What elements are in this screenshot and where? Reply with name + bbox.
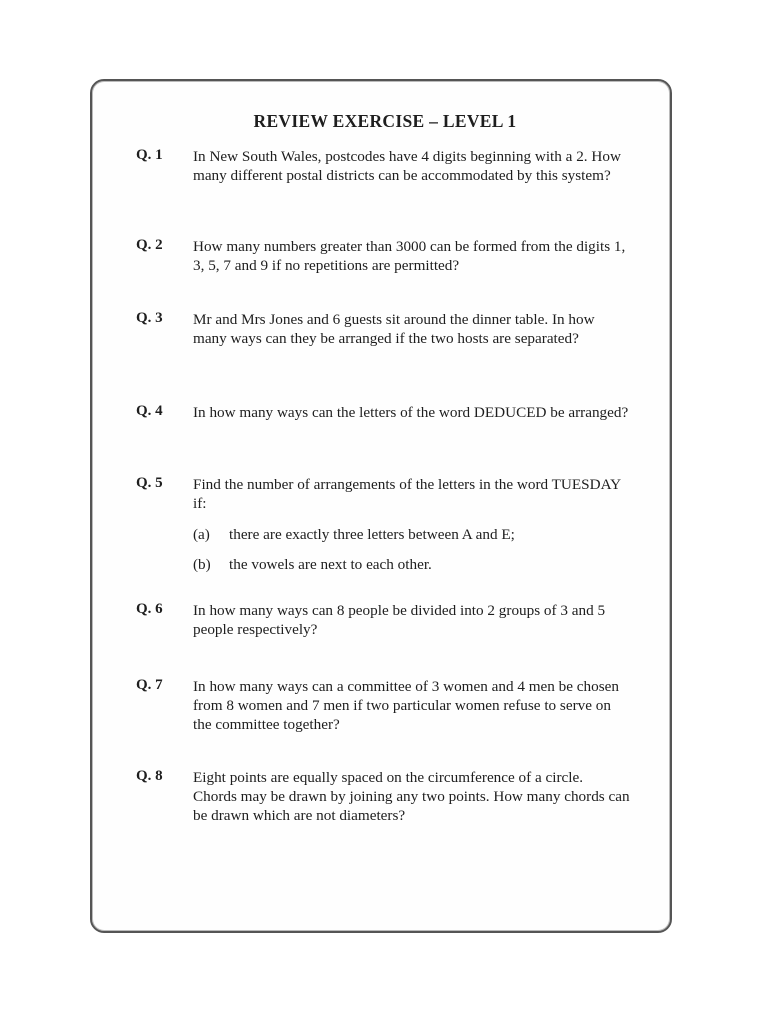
question-text: How many numbers greater than 3000 can be formed from the digits 1, 3, 5, 7 and 9 if no repetitions are permitted?: [193, 238, 626, 274]
question-number: Q. 4: [136, 403, 163, 419]
question-6: [136, 601, 630, 639]
question-number: Q. 3: [136, 310, 163, 326]
question-3: [136, 310, 630, 348]
question-number: Q. 1: [136, 147, 163, 163]
question-8: [136, 768, 630, 825]
question-7: [136, 677, 630, 734]
page-title: REVIEW EXERCISE – LEVEL 1: [253, 111, 517, 131]
question-5: [136, 475, 630, 574]
question-part-a: [193, 525, 630, 544]
question-text: In how many ways can the letters of the word DEDUCED be arranged?: [193, 404, 629, 421]
part-text: there are exactly three letters between A and E;: [229, 526, 515, 543]
question-number: Q. 7: [136, 677, 163, 693]
review-exercise-sheet: [90, 79, 672, 933]
question-text: Eight points are equally spaced on the circumference of a circle. Chords may be drawn by joining any two points. How many chords can be drawn which are not diameters?: [193, 769, 630, 824]
part-label: (b): [193, 556, 211, 573]
question-1: [136, 147, 630, 185]
question-part-b: [193, 555, 630, 574]
question-2: [136, 237, 630, 275]
question-text: In how many ways can 8 people be divided into 2 groups of 3 and 5 people respectively?: [193, 602, 606, 638]
question-text: In New South Wales, postcodes have 4 digits beginning with a 2. How many different postal districts can be accommodated by this system?: [193, 148, 621, 184]
part-text: the vowels are next to each other.: [229, 556, 432, 573]
question-number: Q. 5: [136, 475, 163, 491]
question-text: In how many ways can a committee of 3 women and 4 men be chosen from 8 women and 7 men if two particular women refuse to serve on the committee together?: [193, 678, 619, 733]
question-number: Q. 8: [136, 768, 163, 784]
question-text: Mr and Mrs Jones and 6 guests sit around the dinner table. In how many ways can they be arranged if the two hosts are separated?: [193, 311, 595, 347]
question-number: Q. 6: [136, 601, 163, 617]
question-4: [136, 403, 630, 422]
question-text: Find the number of arrangements of the letters in the word TUESDAY if:: [193, 476, 621, 512]
part-label: (a): [193, 526, 210, 543]
question-number: Q. 2: [136, 237, 163, 253]
